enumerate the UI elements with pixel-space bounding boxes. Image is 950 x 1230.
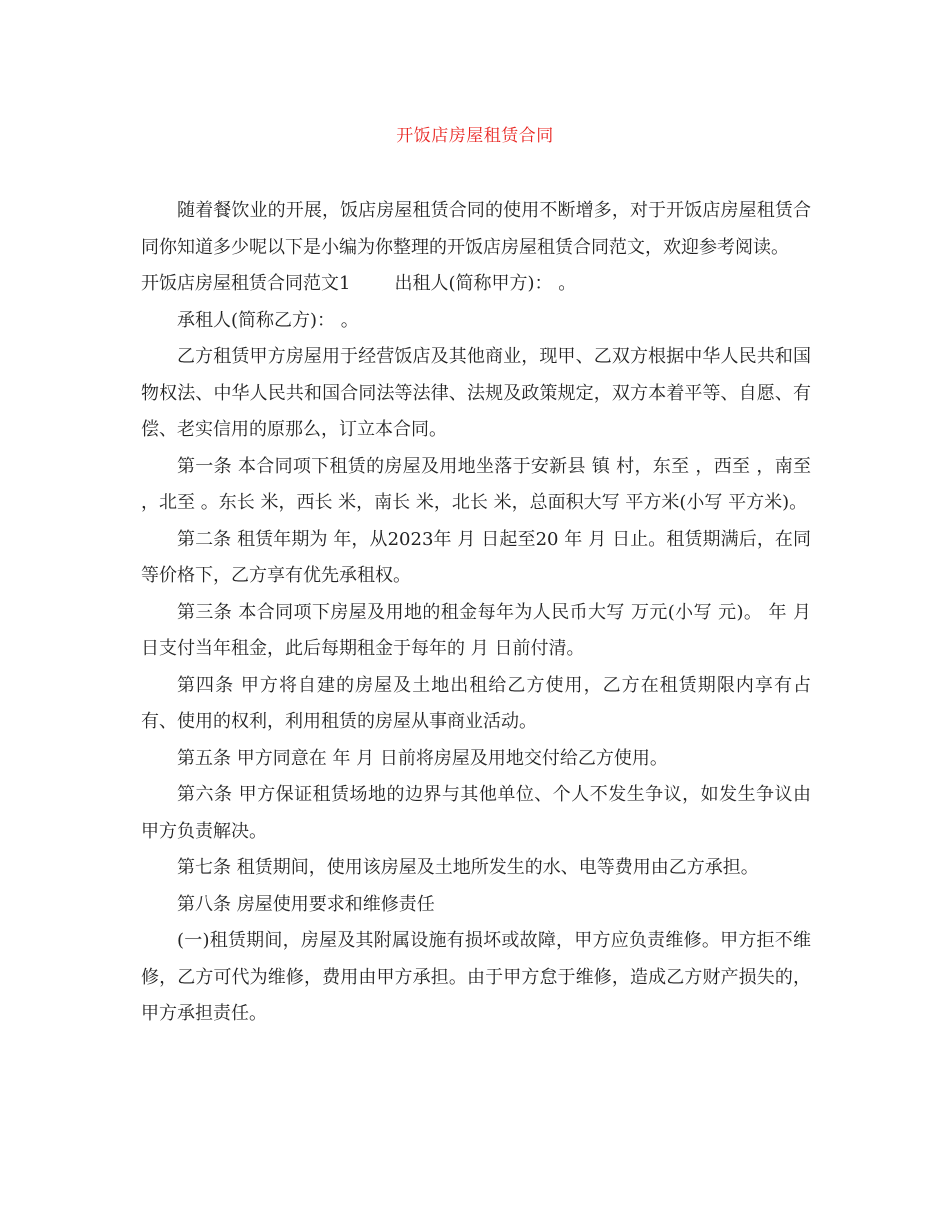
article-4: 第四条 甲方将自建的房屋及土地出租给乙方使用，乙方在租赁期限内享有占有、使用的权利，利用租赁的房屋从事商业活动。	[141, 674, 811, 732]
article-2: 第二条 租赁年期为 年，从2023年 月 日起至20 年 月 日止。租赁期满后，在同等价格下，乙方享有优先承租权。	[141, 528, 811, 586]
document-body	[141, 193, 811, 1033]
article-5: 第五条 甲方同意在 年 月 日前将房屋及用地交付给乙方使用。	[177, 747, 668, 769]
article-8-clause-1: (一)租赁期间，房屋及其附属设施有损坏或故障，甲方应负责维修。甲方拒不维修，乙方可代为维修，费用由甲方承担。由于甲方怠于维修，造成乙方财产损失的，甲方承担责任。	[141, 930, 811, 1024]
sample-heading-line	[141, 266, 811, 303]
lessor-line: 出租人(简称甲方)： 。	[394, 273, 577, 294]
preamble-paragraph: 乙方租赁甲方房屋用于经营饭店及其他商业，现甲、乙双方根据中华人民共和国物权法、中华人民共和国合同法等法律、法规及政策规定，双方本着平等、自愿、有偿、老实信用的原那么，订立本合同。	[141, 346, 811, 440]
article-6: 第六条 甲方保证租赁场地的边界与其他单位、个人不发生争议，如发生争议由甲方负责解决。	[141, 784, 811, 842]
lessee-line: 承租人(简称乙方)： 。	[177, 309, 359, 331]
intro-paragraph: 随着餐饮业的开展，饭店房屋租赁合同的使用不断增多，对于开饭店房屋租赁合同你知道多少呢以下是小编为你整理的开饭店房屋租赁合同范文，欢迎参考阅读。	[141, 200, 811, 258]
sample-heading: 开饭店房屋租赁合同范文1	[141, 273, 351, 294]
article-3: 第三条 本合同项下房屋及用地的租金每年为人民币大写 万元(小写 元)。 年 月 日支付当年租金，此后每期租金于每年的 月 日前付清。	[141, 601, 811, 659]
article-7: 第七条 租赁期间，使用该房屋及土地所发生的水、电等费用由乙方承担。	[177, 857, 759, 878]
document-title: 开饭店房屋租赁合同	[396, 126, 554, 146]
article-8: 第八条 房屋使用要求和维修责任	[177, 893, 435, 915]
article-1: 第一条 本合同项下租赁的房屋及用地坐落于安新县 镇 村，东至 ，西至 ，南至 ，北至 。东长 米，西长 米，南长 米，北长 米，总面积大写 平方米(小写 平方米)。	[141, 455, 811, 513]
